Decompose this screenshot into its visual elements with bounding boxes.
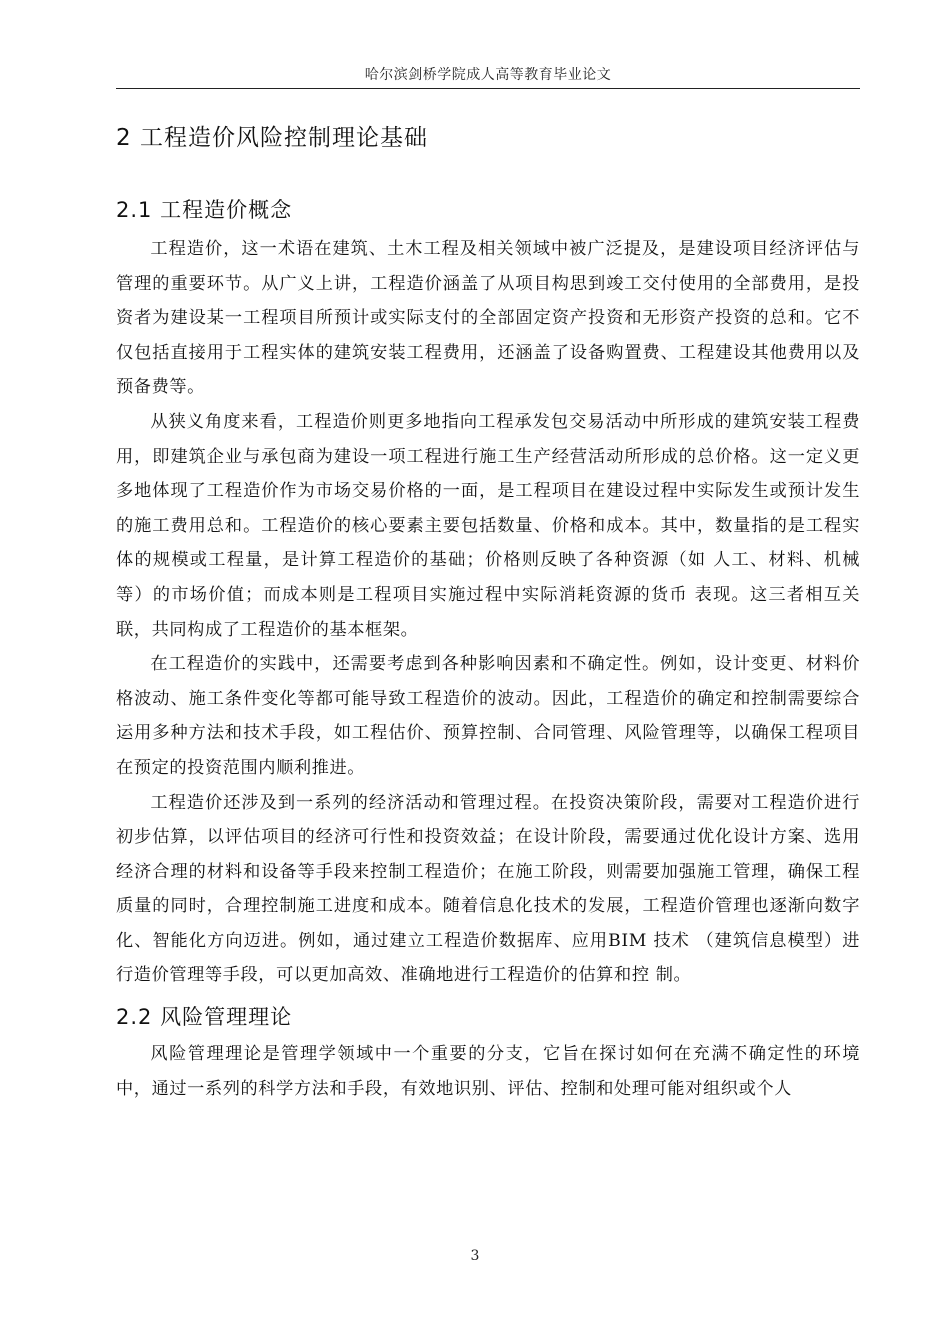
paragraph: 工程造价，这一术语在建筑、土木工程及相关领域中被广泛提及，是建设项目经济评估与管理的重要环节。从广义上讲，工程造价涵盖了从项目构思到竣工交付使用的全部费用，是投资者为建设某一工程项目所预计或实际支付的全部固定资产投资和无形资产投资的总和。它不仅包括直接用于工程实体的建筑安装工程费用，还涵盖了设备购置费、工程建设其他费用以及预备费等。: [116, 239, 860, 398]
page-content: [116, 118, 860, 1106]
header-rule: [116, 88, 860, 89]
chapter-title: 2 工程造价风险控制理论基础: [116, 125, 428, 151]
paragraph: 工程造价还涉及到一系列的经济活动和管理过程。在投资决策阶段，需要对工程造价进行初步估算，以评估项目的经济可行性和投资效益；在设计阶段，需要通过优化设计方案、选用经济合理的材料和设备等手段来控制工程造价；在施工阶段，则需要加强施工管理，确保工程质量的同时，合理控制施工进度和成本。随着信息化技术的发展，工程造价管理也逐渐向数字化、智能化方向迈进。例如，通过建立工程造价数据库、应用BIM 技术 （建筑信息模型）进行造价管理等手段，可以更加高效、准确地进行工程造价的估算和控 制。: [116, 792, 860, 986]
paragraph: 风险管理理论是管理学领域中一个重要的分支，它旨在探讨如何在充满不确定性的环境中，通过一系列的科学方法和手段，有效地识别、评估、控制和处理可能对组织或个人: [116, 1044, 860, 1099]
page-number: 3: [470, 1248, 480, 1264]
paragraph: 在工程造价的实践中，还需要考虑到各种影响因素和不确定性。例如，设计变更、材料价格波动、施工条件变化等都可能导致工程造价的波动。因此，工程造价的确定和控制需要综合运用多种方法和技术手段，如工程估价、预算控制、合同管理、风险管理等，以确保工程项目在预定的投资范围内顺利推进。: [116, 654, 860, 778]
paragraph: 从狭义角度来看，工程造价则更多地指向工程承发包交易活动中所形成的建筑安装工程费用，即建筑企业与承包商为建设一项工程进行施工生产经营活动所形成的总价格。这一定义更多地体现了工程造价作为市场交易价格的一面，是工程项目在建设过程中实际发生或预计发生的施工费用总和。工程造价的核心要素主要包括数量、价格和成本。其中，数量指的是工程实体的规模或工程量，是计算工程造价的基础；价格则反映了各种资源（如 人工、材料、机械等）的市场价值；而成本则是工程项目实施过程中实际消耗资源的货币 表现。这三者相互关联，共同构成了工程造价的基本框架。: [116, 411, 860, 640]
section-title-2-2: 2.2 风险管理理论: [116, 1005, 293, 1030]
section-title-2-1: 2.1 工程造价概念: [116, 198, 293, 222]
running-header: 哈尔滨剑桥学院成人高等教育毕业论文: [364, 67, 612, 83]
